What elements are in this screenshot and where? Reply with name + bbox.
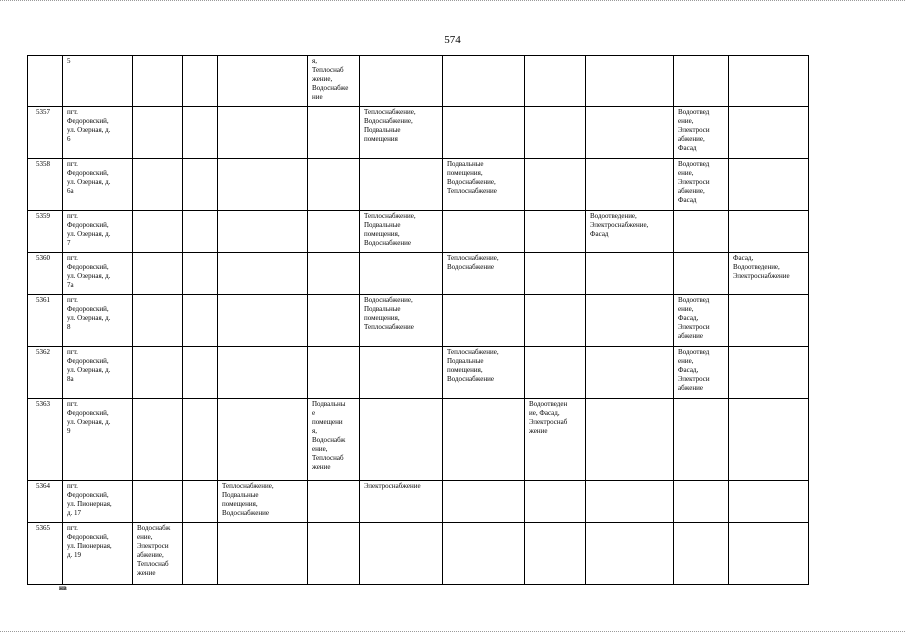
work-type-cell [308,295,360,347]
work-type-cell [674,399,729,481]
table-row [28,107,809,159]
table-row [28,56,809,107]
work-type-cell [133,211,183,253]
work-type-cell [133,295,183,347]
address-cell: пгт. Федоровский, ул. Озерная, д. 8а [63,347,133,399]
work-type-cell [183,211,218,253]
work-type-cell [218,347,308,399]
work-type-cell [729,347,809,399]
work-type-cell [729,211,809,253]
work-type-cell [360,347,443,399]
work-type-cell: Водоотвед ение, Фасад, Электроси абжение [674,295,729,347]
table-row [28,399,809,481]
work-type-cell [133,481,183,523]
row-number-cell: 5358 [28,159,63,211]
work-type-cell: Водоотвед ение, Электроси абжение, Фасад [674,107,729,159]
row-number-cell: 5360 [28,253,63,295]
work-type-cell [360,399,443,481]
work-type-cell [360,159,443,211]
footer-mark: нв [59,584,67,592]
work-type-cell [308,159,360,211]
row-number-cell: 5362 [28,347,63,399]
work-type-cell [525,295,586,347]
repair-schedule-table [27,55,809,585]
row-number-cell [28,56,63,107]
page-number: 574 [444,34,461,46]
scan-edge-top [0,0,905,3]
work-type-cell [443,481,525,523]
work-type-cell [586,56,674,107]
work-type-cell [133,347,183,399]
address-cell: пгт. Федоровский, ул. Озерная, д. 6 [63,107,133,159]
work-type-cell: Водоотведен ие, Фасад, Электроснаб жение [525,399,586,481]
work-type-cell [360,253,443,295]
table-row [28,159,809,211]
work-type-cell [729,56,809,107]
work-type-cell [133,159,183,211]
table-row [28,481,809,523]
work-type-cell [525,523,586,585]
work-type-cell [674,56,729,107]
work-type-cell [525,56,586,107]
work-type-cell [183,481,218,523]
work-type-cell [218,295,308,347]
work-type-cell [586,253,674,295]
row-number-cell: 5365 [28,523,63,585]
work-type-cell [443,56,525,107]
work-type-cell: Электроснабжение [360,481,443,523]
work-type-cell: Водоотведение, Электроснабжение, Фасад [586,211,674,253]
work-type-cell [183,253,218,295]
work-type-cell [218,211,308,253]
work-type-cell [218,159,308,211]
address-cell: пгт. Федоровский, ул. Пионерная, д. 17 [63,481,133,523]
work-type-cell: я, Теплоснаб жение, Водоснабже ние [308,56,360,107]
work-type-cell [183,107,218,159]
work-type-cell [218,107,308,159]
work-type-cell [586,107,674,159]
address-cell: 5 [63,56,133,107]
address-cell: пгт. Федоровский, ул. Озерная, д. 6а [63,159,133,211]
work-type-cell [586,399,674,481]
work-type-cell [443,399,525,481]
work-type-cell [360,56,443,107]
work-type-cell [133,253,183,295]
work-type-cell [525,481,586,523]
work-type-cell [525,159,586,211]
work-type-cell [218,253,308,295]
work-type-cell [218,523,308,585]
work-type-cell: Теплоснабжение, Водоснабжение, Подвальные помещения [360,107,443,159]
scan-edge-bottom [0,631,905,634]
work-type-cell [308,211,360,253]
work-type-cell [674,253,729,295]
work-type-cell [729,295,809,347]
work-type-cell: Теплоснабжение, Подвальные помещения, Водоснабжение [360,211,443,253]
work-type-cell [308,481,360,523]
work-type-cell [586,295,674,347]
work-type-cell [729,159,809,211]
address-cell: пгт. Федоровский, ул. Озерная, д. 7 [63,211,133,253]
work-type-cell [586,159,674,211]
work-type-cell [308,523,360,585]
work-type-cell [525,253,586,295]
work-type-cell [183,399,218,481]
work-type-cell [183,159,218,211]
work-type-cell [729,107,809,159]
work-type-cell: Подвальны е помещени я, Водоснабж ение, Теплоснаб жение [308,399,360,481]
table-row [28,347,809,399]
table-row [28,523,809,585]
work-type-cell [308,253,360,295]
work-type-cell [443,107,525,159]
address-cell: пгт. Федоровский, ул. Озерная, д. 7а [63,253,133,295]
work-type-cell [443,295,525,347]
work-type-cell [183,523,218,585]
table-body [28,56,809,585]
work-type-cell: Водоотвед ение, Электроси абжение, Фасад [674,159,729,211]
table-row [28,253,809,295]
work-type-cell [525,107,586,159]
work-type-cell [525,347,586,399]
work-type-cell [218,56,308,107]
work-type-cell: Водоотвед ение, Фасад, Электроси абжение [674,347,729,399]
address-cell: пгт. Федоровский, ул. Пионерная, д. 19 [63,523,133,585]
work-type-cell [308,347,360,399]
address-cell: пгт. Федоровский, ул. Озерная, д. 9 [63,399,133,481]
work-type-cell [218,399,308,481]
work-type-cell [443,211,525,253]
work-type-cell [674,211,729,253]
work-type-cell: Водоснабж ение, Электроси абжение, Теплоснаб жение [133,523,183,585]
row-number-cell: 5359 [28,211,63,253]
work-type-cell [443,523,525,585]
work-type-cell [308,107,360,159]
work-type-cell: Водоснабжение, Подвальные помещения, Теплоснабжение [360,295,443,347]
work-type-cell [729,481,809,523]
work-type-cell [729,399,809,481]
work-type-cell: Теплоснабжение, Водоснабжение [443,253,525,295]
work-type-cell [729,523,809,585]
work-type-cell [586,347,674,399]
work-type-cell [674,523,729,585]
row-number-cell: 5363 [28,399,63,481]
work-type-cell [183,56,218,107]
work-type-cell [183,347,218,399]
work-type-cell [674,481,729,523]
work-type-cell [586,481,674,523]
work-type-cell [133,56,183,107]
work-type-cell: Теплоснабжение, Подвальные помещения, Водоснабжение [218,481,308,523]
work-type-cell [525,211,586,253]
address-cell: пгт. Федоровский, ул. Озерная, д. 8 [63,295,133,347]
table-row [28,295,809,347]
work-type-cell [586,523,674,585]
row-number-cell: 5364 [28,481,63,523]
work-type-cell: Теплоснабжение, Подвальные помещения, Водоснабжение [443,347,525,399]
work-type-cell: Фасад, Водоотведение, Электроснабжение [729,253,809,295]
work-type-cell [133,107,183,159]
work-type-cell: Подвальные помещения, Водоснабжение, Теплоснабжение [443,159,525,211]
work-type-cell [360,523,443,585]
row-number-cell: 5357 [28,107,63,159]
table-row [28,211,809,253]
work-type-cell [183,295,218,347]
work-type-cell [133,399,183,481]
row-number-cell: 5361 [28,295,63,347]
